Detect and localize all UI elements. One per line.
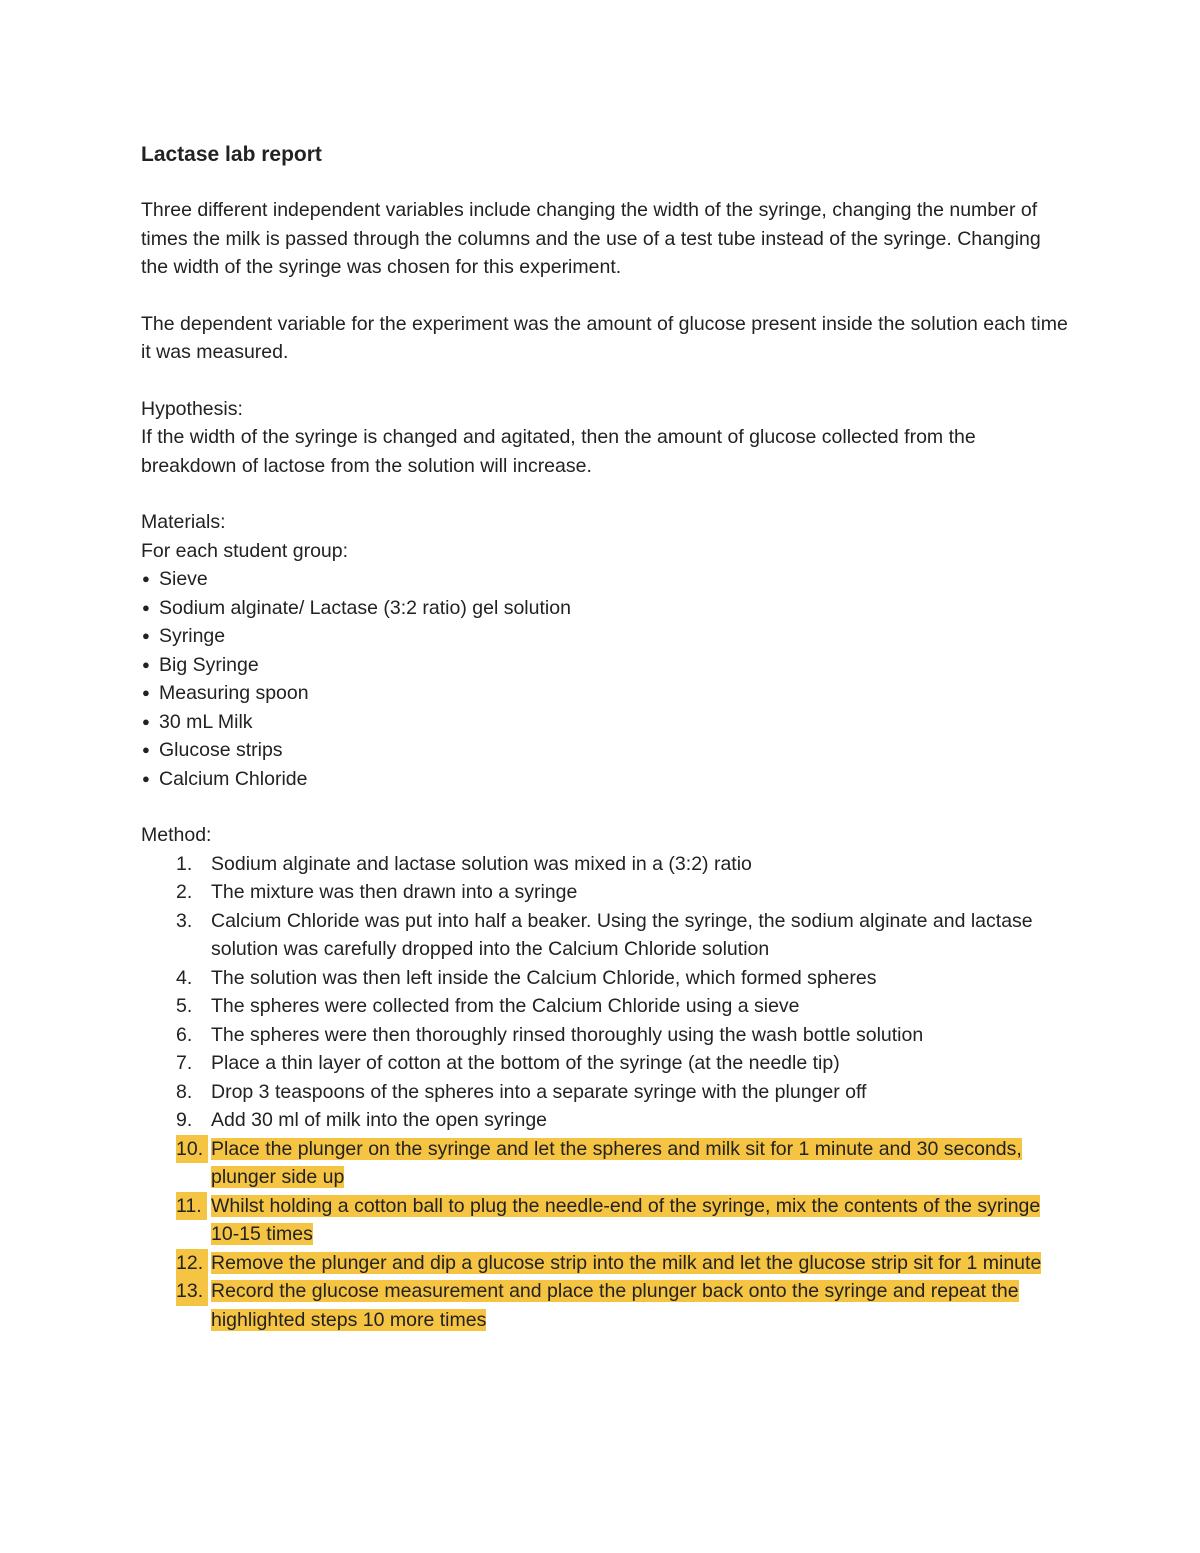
step-text: Record the glucose measurement and place the plunger back onto the syringe and repeat the highlighted steps 10 more times — [211, 1280, 1019, 1331]
method-step — [141, 907, 1071, 964]
bullet-icon: ● — [142, 742, 150, 757]
step-text: Place the plunger on the syringe and let the spheres and milk sit for 1 minute and 30 seconds, plunger side up — [211, 1137, 1022, 1188]
bullet-icon: ● — [142, 685, 150, 700]
document-title: Lactase lab report — [141, 143, 322, 166]
step-text: Calcium Chloride was put into half a beaker. Using the syringe, the sodium alginate and lactase solution was carefully dropped into the Calcium Chloride solution — [211, 909, 1033, 960]
step-number: 2. — [176, 881, 193, 903]
bullet-icon: ● — [142, 599, 150, 615]
bullet-icon: ● — [142, 571, 150, 586]
material-label: Big Syringe — [159, 653, 259, 676]
step-text: Place a thin layer of cotton at the bottom of the syringe (at the needle tip) — [211, 1052, 840, 1074]
method-step — [141, 878, 1071, 907]
list-item — [141, 765, 1071, 794]
step-number: 4. — [176, 966, 193, 989]
material-label: 30 mL Milk — [159, 710, 253, 733]
step-text: Whilst holding a cotton ball to plug the needle-end of the syringe, mix the contents of the syringe 10-15 times — [211, 1194, 1041, 1245]
material-label: Glucose strips — [159, 739, 283, 761]
method-step — [141, 1078, 1071, 1107]
step-number: 1. — [176, 852, 193, 875]
list-item — [141, 594, 1071, 623]
step-number: 5. — [176, 995, 193, 1017]
step-text: Remove the plunger and dip a glucose strip into the milk and let the glucose strip sit for 1 minute — [211, 1251, 1042, 1274]
step-number: 9. — [176, 1109, 193, 1131]
method-step — [141, 1021, 1071, 1050]
independent-variables-paragraph: Three different independent variables include changing the width of the syringe, changing the number of times the milk is passed through the columns and the use of a test tube instead of the syringe. Changing the width of the syringe was chosen for this experiment. — [141, 199, 1041, 278]
method-step — [141, 1106, 1071, 1135]
material-label: Syringe — [159, 625, 226, 647]
step-number: 11. — [176, 1192, 207, 1221]
step-number: 8. — [176, 1080, 193, 1103]
method-step — [141, 992, 1071, 1021]
list-item — [141, 622, 1071, 651]
list-item — [141, 708, 1071, 737]
step-number: 13. — [176, 1277, 208, 1306]
method-step — [141, 1192, 1071, 1249]
dependent-variable-paragraph: The dependent variable for the experiment was the amount of glucose present inside the solution each time it was measured. — [141, 312, 1068, 363]
method-list — [141, 850, 1071, 1335]
method-step — [141, 1249, 1071, 1278]
material-label: Sodium alginate/ Lactase (3:2 ratio) gel solution — [159, 596, 571, 619]
bullet-icon: ● — [142, 656, 150, 672]
list-item — [141, 679, 1071, 708]
step-number: 12. — [176, 1249, 208, 1278]
hypothesis-text: If the width of the syringe is changed and agitated, then the amount of glucose collected from the breakdown of lactose from the solution will increase. — [141, 426, 976, 477]
materials-list — [141, 565, 1071, 793]
method-step — [141, 850, 1071, 879]
list-item — [141, 565, 1071, 594]
method-heading: Method: — [141, 824, 212, 846]
step-text: The mixture was then drawn into a syringe — [211, 881, 578, 903]
step-number: 6. — [176, 1023, 193, 1046]
hypothesis-heading: Hypothesis: — [141, 397, 243, 420]
step-text: Add 30 ml of milk into the open syringe — [211, 1109, 548, 1131]
materials-subheading: For each student group: — [141, 539, 349, 562]
step-text: Sodium alginate and lactase solution was mixed in a (3:2) ratio — [211, 852, 752, 875]
method-step — [141, 1049, 1071, 1078]
step-text: The spheres were then thoroughly rinsed thoroughly using the wash bottle solution — [211, 1023, 924, 1046]
step-text: The spheres were collected from the Calcium Chloride using a sieve — [211, 995, 800, 1017]
step-number: 10. — [176, 1135, 208, 1164]
material-label: Measuring spoon — [159, 682, 309, 704]
step-text: The solution was then left inside the Calcium Chloride, which formed spheres — [211, 966, 877, 989]
document-page — [141, 140, 1071, 1334]
method-step — [141, 1277, 1071, 1334]
bullet-icon: ● — [142, 713, 150, 729]
method-step — [141, 1135, 1071, 1192]
material-label: Sieve — [159, 568, 208, 590]
step-number: 7. — [176, 1052, 193, 1074]
step-text: Drop 3 teaspoons of the spheres into a separate syringe with the plunger off — [211, 1080, 867, 1103]
bullet-icon: ● — [142, 628, 150, 643]
list-item — [141, 736, 1071, 765]
bullet-icon: ● — [142, 770, 150, 786]
list-item — [141, 651, 1071, 680]
method-step — [141, 964, 1071, 993]
materials-heading: Materials: — [141, 511, 226, 533]
step-number: 3. — [176, 909, 193, 932]
material-label: Calcium Chloride — [159, 767, 308, 790]
